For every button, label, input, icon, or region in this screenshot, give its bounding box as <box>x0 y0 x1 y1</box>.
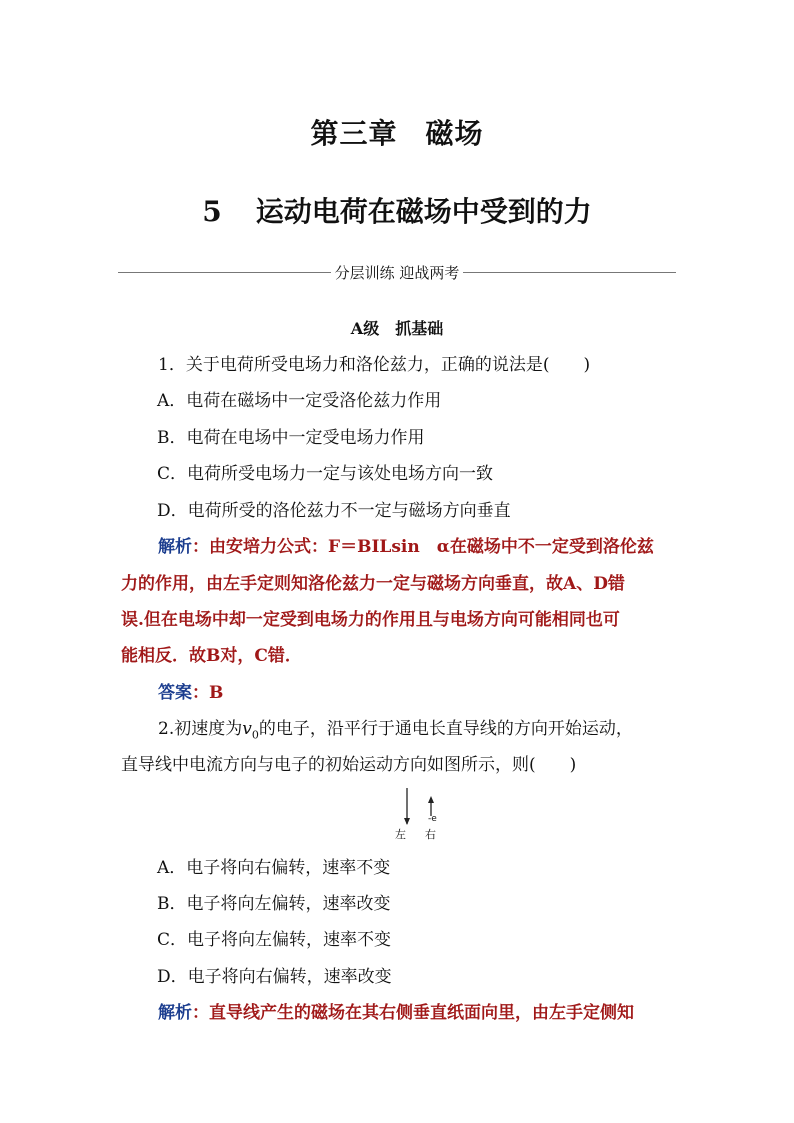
q1-analysis-line-3: 误.但在电场中却一定受到电场力的作用且与电场方向可能相同也可 <box>121 610 620 630</box>
q2-stem-line-1 <box>158 714 633 741</box>
q2-figure <box>390 786 450 842</box>
q2-stem-line-2: 直导线中电流方向与电子的初始运动方向如图所示，则( ) <box>121 755 577 775</box>
q2-var-sub: 0 <box>251 728 259 742</box>
q1-analysis-line-2: 力的作用，由左手定则知洛伦兹力一定与磁场方向垂直，故A、D错 <box>121 574 625 594</box>
q1-analysis-line-1 <box>158 532 654 557</box>
q2-option-a: A．电子将向右偏转，速率不变 <box>157 858 391 878</box>
chapter-topic: 磁场 <box>425 117 484 150</box>
q2-stem-post: 的电子，沿平行于通电长直导线的方向开始运动， <box>258 719 633 739</box>
q1-option-a: A．电荷在磁场中一定受洛伦兹力作用 <box>157 391 442 411</box>
section-title <box>0 190 794 230</box>
q1-analysis-label: 解析 <box>158 537 192 557</box>
chapter-number: 第三章 <box>310 117 398 150</box>
charge-label: -e <box>428 814 437 824</box>
q2-option-b: B．电子将向左偏转，速率改变 <box>157 894 391 914</box>
q1-stem: 1．关于电荷所受电场力和洛伦兹力，正确的说法是( ) <box>158 355 591 375</box>
q2-analysis-line-1 <box>158 998 634 1023</box>
q1-answer <box>158 678 223 703</box>
q1-answer-value: ：B <box>192 683 224 703</box>
q1-analysis-line-4: 能相反．故B对，C错． <box>121 646 302 666</box>
q1-answer-label: 答案 <box>158 683 192 703</box>
section-number: 5 <box>202 195 222 228</box>
left-label: 左 <box>395 828 406 841</box>
wire-and-electron-diagram <box>390 786 450 830</box>
q1-option-d: D．电荷所受的洛伦兹力不一定与磁场方向垂直 <box>157 501 511 521</box>
level-heading: A级 抓基础 <box>350 319 444 338</box>
right-label: 右 <box>425 828 436 841</box>
banner <box>118 261 676 283</box>
section-name: 运动电荷在磁场中受到的力 <box>255 195 592 228</box>
q1-option-b: B．电荷在电场中一定受电场力作用 <box>157 428 425 448</box>
electron-arrow-up-icon <box>428 796 434 803</box>
q2-stem-pre: 2.初速度为 <box>158 719 243 739</box>
q1-analysis-text-1: ：由安培力公式：F＝BILsin α在磁场中不一定受到洛伦兹 <box>192 537 654 557</box>
q2-analysis-label: 解析 <box>158 1003 192 1023</box>
banner-text: 分层训练 迎战两考 <box>334 263 460 282</box>
q2-option-d: D．电子将向右偏转，速率改变 <box>157 967 392 987</box>
banner-rule-left <box>118 272 331 273</box>
q2-analysis-text-1: ：直导线产生的磁场在其右侧垂直纸面向里，由左手定侧知 <box>192 1003 634 1023</box>
q1-option-c: C．电荷所受电场力一定与该处电场方向一致 <box>157 464 494 484</box>
banner-rule-right <box>463 272 676 273</box>
q2-var-v: v <box>242 719 252 739</box>
chapter-title <box>0 112 794 152</box>
q2-option-c: C．电子将向左偏转，速率不变 <box>157 930 392 950</box>
current-arrow-down-icon <box>404 818 410 825</box>
